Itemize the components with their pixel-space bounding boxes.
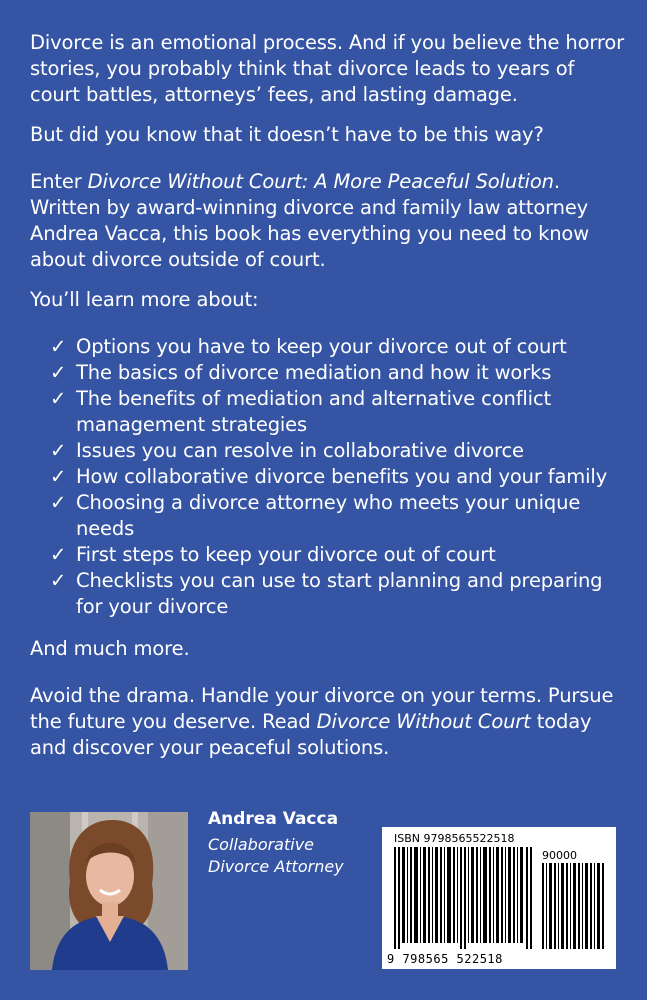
- intro-paragraph: [30, 30, 630, 108]
- topics-checklist: [50, 334, 630, 620]
- checkmark-icon: ✓: [50, 387, 67, 410]
- closing-paragraph: [30, 683, 630, 761]
- checklist-item: [50, 360, 630, 386]
- question-text: But did you know that it doesn’t have to be this way?: [30, 123, 544, 146]
- book-intro-text: [30, 169, 630, 273]
- checklist-item: [50, 438, 630, 464]
- author-portrait-image: [30, 812, 188, 970]
- isbn-label: ISBN 9798565522518: [394, 832, 515, 845]
- learn-intro-text: You’ll learn more about:: [30, 288, 259, 311]
- checklist-item-text: First steps to keep your divorce out of court: [76, 543, 496, 566]
- checklist-item: [50, 490, 630, 542]
- barcode-bars-main: [394, 847, 534, 949]
- checklist-item-text: Choosing a divorce attorney who meets your unique needs: [76, 491, 581, 540]
- enter-suffix: . Written by award-winning divorce and family law attorney Andrea Vacca, this book has everything you need to know about divorce outside of court.: [30, 170, 590, 271]
- closing-suffix: today and discover your peaceful solutions.: [30, 710, 592, 759]
- closing-text: [30, 683, 630, 761]
- checklist-item-text: The benefits of mediation and alternative conflict management strategies: [76, 387, 552, 436]
- barcode-digits: 9 798565 522518: [387, 952, 503, 966]
- checklist-item: [50, 464, 630, 490]
- book-intro-paragraph: [30, 169, 630, 273]
- checkmark-icon: ✓: [50, 335, 67, 358]
- isbn-barcode: [382, 827, 616, 969]
- question-paragraph: [30, 122, 630, 148]
- learn-intro-paragraph: [30, 287, 630, 313]
- checkmark-icon: ✓: [50, 543, 67, 566]
- checklist-item: [50, 334, 630, 360]
- checklist-item-text: The basics of divorce mediation and how it works: [76, 361, 552, 384]
- checklist-item: [50, 568, 630, 620]
- and-more-text: And much more.: [30, 637, 190, 660]
- checkmark-icon: ✓: [50, 439, 67, 462]
- checklist-item-text: Checklists you can use to start planning and preparing for your divorce: [76, 569, 603, 618]
- and-more-paragraph: [30, 636, 630, 662]
- author-photo: [30, 812, 188, 970]
- enter-prefix: Enter: [30, 170, 88, 193]
- book-title-full: Divorce Without Court: A More Peaceful Solution: [87, 170, 554, 193]
- checkmark-icon: ✓: [50, 491, 67, 514]
- author-title: [208, 834, 344, 878]
- checklist-item-text: Options you have to keep your divorce out of court: [76, 335, 567, 358]
- barcode-bars-addon: [542, 863, 606, 949]
- checklist-item-text: How collaborative divorce benefits you and your family: [76, 465, 608, 488]
- checkmark-icon: ✓: [50, 569, 67, 592]
- checklist-item: [50, 542, 630, 568]
- author-name: Andrea Vacca: [208, 809, 339, 829]
- checkmark-icon: ✓: [50, 361, 67, 384]
- price-code: 90000: [542, 849, 577, 862]
- book-title-short: Divorce Without Court: [316, 710, 531, 733]
- author-title-line1: Collaborative: [208, 835, 315, 854]
- author-title-line2: Divorce Attorney: [208, 857, 344, 876]
- checklist-item-text: Issues you can resolve in collaborative divorce: [76, 439, 524, 462]
- closing-prefix: Avoid the drama. Handle your divorce on your terms. Pursue the future you deserve. Read: [30, 684, 614, 733]
- checkmark-icon: ✓: [50, 465, 67, 488]
- checklist-item: [50, 386, 630, 438]
- intro-text: Divorce is an emotional process. And if you believe the horror stories, you probably think that divorce leads to years of court battles, attorneys’ fees, and lasting damage.: [30, 31, 624, 106]
